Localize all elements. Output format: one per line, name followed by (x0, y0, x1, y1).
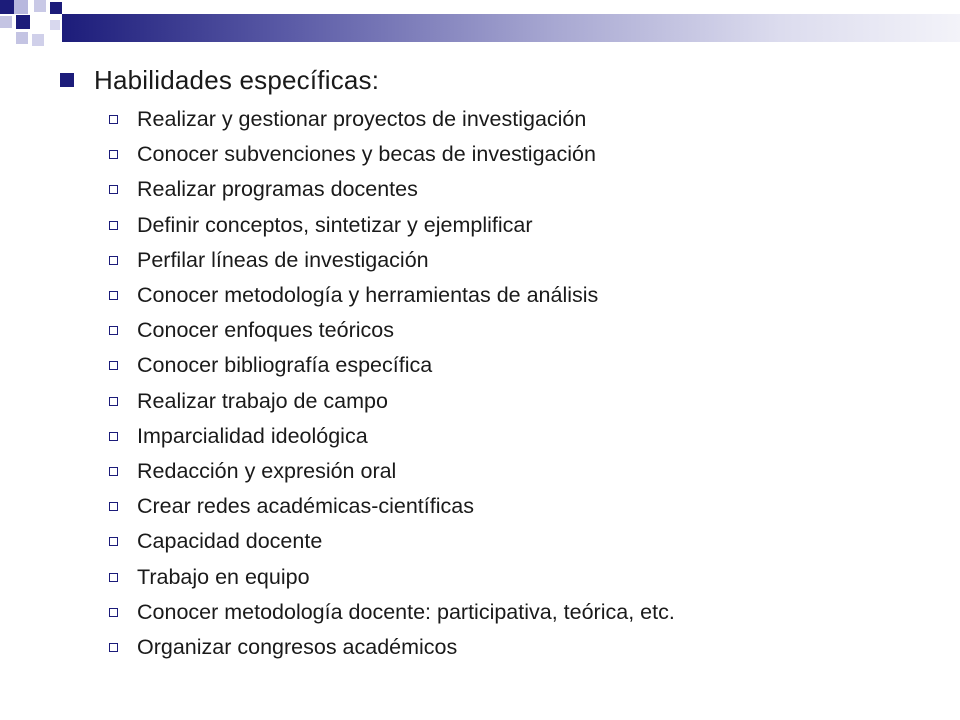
list-item-text: Conocer subvenciones y becas de investigación (137, 142, 596, 167)
decorative-square (14, 0, 28, 14)
list-item-text: Conocer bibliografía específica (137, 353, 433, 378)
heading-text: Habilidades específicas: (94, 64, 380, 95)
decorative-square (0, 16, 12, 28)
hollow-square-bullet-icon (109, 467, 118, 476)
hollow-square-bullet-icon (109, 643, 118, 652)
list-item (60, 630, 940, 665)
hollow-square-bullet-icon (109, 608, 118, 617)
list-item (60, 419, 940, 454)
slide-content (60, 58, 940, 665)
decorative-square (50, 20, 60, 30)
list-item (60, 489, 940, 524)
decorative-square (34, 0, 46, 12)
hollow-square-bullet-icon (109, 115, 118, 124)
list-item-text: Conocer enfoques teóricos (137, 318, 394, 343)
decorative-square (16, 32, 28, 44)
list-item (60, 348, 940, 383)
decorative-square (50, 2, 62, 14)
header-gradient-bar (62, 14, 960, 42)
list-item-text: Crear redes académicas-científicas (137, 494, 474, 519)
hollow-square-bullet-icon (109, 361, 118, 370)
decorative-square (32, 34, 44, 46)
hollow-square-bullet-icon (109, 256, 118, 265)
list-item (60, 313, 940, 348)
list-item-text: Realizar programas docentes (137, 177, 418, 202)
decorative-square (0, 0, 14, 14)
list-item (60, 137, 940, 172)
hollow-square-bullet-icon (109, 397, 118, 406)
list-item-text: Definir conceptos, sintetizar y ejemplificar (137, 212, 533, 237)
hollow-square-bullet-icon (109, 291, 118, 300)
hollow-square-bullet-icon (109, 537, 118, 546)
list-item-text: Realizar y gestionar proyectos de investigación (137, 107, 587, 132)
hollow-square-bullet-icon (109, 432, 118, 441)
list-item (60, 243, 940, 278)
decorative-square (16, 15, 30, 29)
list-item-text: Realizar trabajo de campo (137, 388, 388, 413)
list-item-text: Capacidad docente (137, 529, 323, 554)
hollow-square-bullet-icon (109, 502, 118, 511)
list-item (60, 172, 940, 207)
list-item-text: Conocer metodología y herramientas de análisis (137, 283, 599, 308)
heading-row (60, 58, 940, 102)
skills-list (60, 102, 940, 665)
hollow-square-bullet-icon (109, 150, 118, 159)
list-item (60, 524, 940, 559)
hollow-square-bullet-icon (109, 221, 118, 230)
list-item (60, 102, 940, 137)
list-item-text: Perfilar líneas de investigación (137, 247, 429, 272)
list-item (60, 595, 940, 630)
hollow-square-bullet-icon (109, 573, 118, 582)
hollow-square-bullet-icon (109, 326, 118, 335)
list-item-text: Redacción y expresión oral (137, 458, 397, 483)
list-item (60, 384, 940, 419)
list-item (60, 454, 940, 489)
list-item-text: Imparcialidad ideológica (137, 423, 368, 448)
list-item-text: Trabajo en equipo (137, 564, 310, 589)
list-item-text: Organizar congresos académicos (137, 634, 458, 659)
list-item (60, 208, 940, 243)
list-item-text: Conocer metodología docente: participativa, teórica, etc. (137, 599, 675, 624)
filled-square-bullet-icon (60, 73, 74, 87)
hollow-square-bullet-icon (109, 185, 118, 194)
list-item (60, 559, 940, 594)
list-item (60, 278, 940, 313)
